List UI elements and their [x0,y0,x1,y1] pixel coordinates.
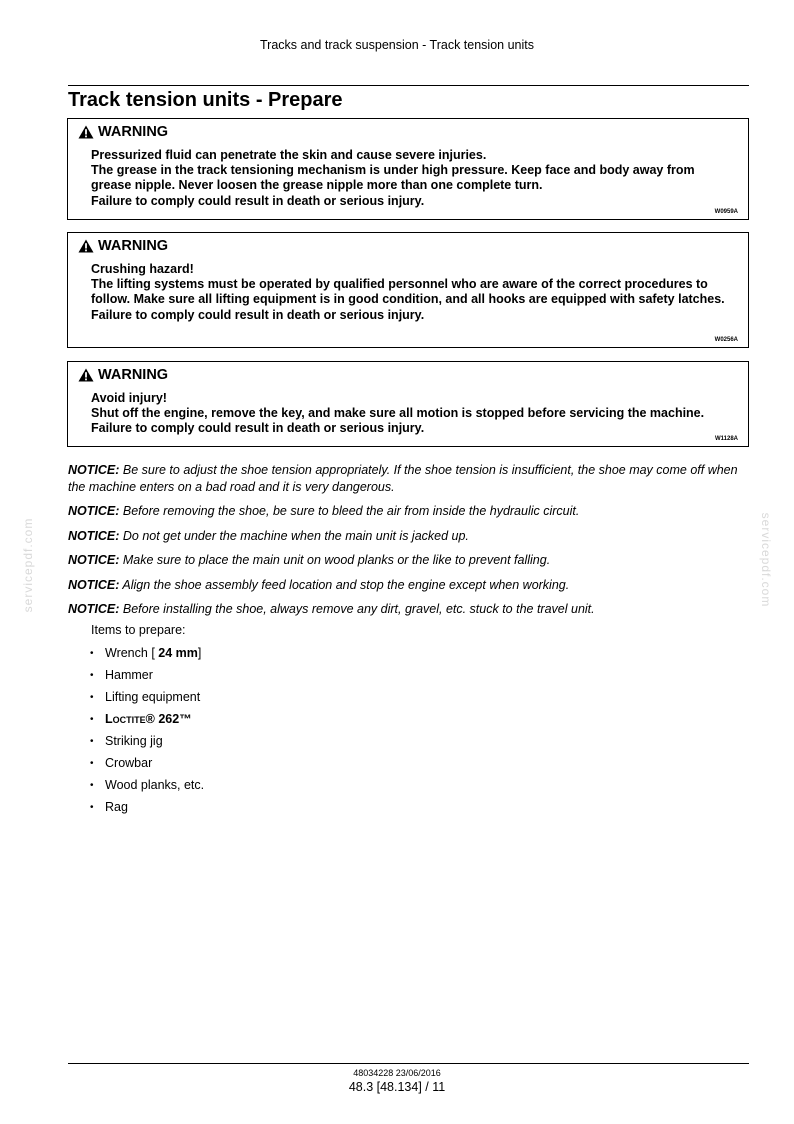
bullet: • [90,713,94,725]
item-text: Loctite® 262™ [105,712,192,726]
warning-heading [78,367,168,383]
warning-line: Failure to comply could result in death or serious injury. [91,307,425,322]
notice-text: Be sure to adjust the shoe tension appropriately. If the shoe tension is insufficient, the shoe may come off when the machine enters on a bad road and it is very dangerous. [68,463,738,494]
warning-heading [78,124,168,140]
notice-text: Make sure to place the main unit on wood planks or the like to prevent falling. [119,553,551,567]
notice-text: Before installing the shoe, always remove any dirt, gravel, etc. stuck to the travel unit. [119,602,595,616]
list-item-lifting-equipment [90,686,204,708]
footer-page-number: 48.3 [48.134] / 11 [348,1080,446,1094]
bullet: • [90,669,94,681]
item-text: Striking jig [105,734,163,748]
notice-jacked-up [68,528,758,545]
notice-text: Do not get under the machine when the main unit is jacked up. [119,529,469,543]
items-list [90,642,204,818]
warning-line: Shut off the engine, remove the key, and make sure all motion is stopped before servicing the machine. [91,406,705,421]
bullet: • [90,757,94,769]
notice-label: NOTICE: [68,553,120,567]
list-item-striking-jig [90,730,204,752]
warning-box-pressurized-fluid [67,118,749,220]
list-item-rag [90,796,204,818]
warning-label: WARNING [98,238,169,254]
warning-triangle-icon [78,125,94,139]
warning-line: Failure to comply could result in death or serious injury. [91,421,425,436]
warning-triangle-icon [78,368,94,382]
items-to-prepare-label: Items to prepare: [91,623,186,637]
page-title: Track tension units - Prepare [68,89,343,111]
list-item-wrench [90,642,204,664]
running-header: Tracks and track suspension - Track tension units [260,38,534,52]
wrench-size: 24 mm [158,646,198,660]
item-text: Lifting equipment [105,690,201,704]
notice-label: NOTICE: [68,529,120,543]
title-divider [68,85,749,86]
notice-bleed-air [68,503,758,520]
item-text: Rag [105,800,128,814]
warning-triangle-icon [78,239,94,253]
warning-text [91,148,731,209]
warning-line: Pressurized fluid can penetrate the skin and cause severe injuries. [91,148,487,162]
list-item-crowbar [90,752,204,774]
warning-code: W1128A [714,436,738,442]
footer-doc-reference: 48034228 23/06/2016 [353,1068,441,1078]
notice-wood-planks [68,552,758,569]
list-item-wood-planks [90,774,204,796]
notice-label: NOTICE: [68,578,120,592]
notice-label: NOTICE: [68,463,120,477]
warning-label: WARNING [98,367,169,383]
warning-text [91,391,731,437]
notice-align-shoe [68,577,758,594]
warning-line: Crushing hazard! [91,262,194,276]
item-text: Wrench [ 24 mm] [105,646,202,660]
bullet: • [90,647,94,659]
warning-line: The lifting systems must be operated by qualified personnel who are aware of the correct procedures to follow. Make sure all lifting equipment is in good condition, and all hooks are equipped with safety latches. [91,277,725,307]
item-text: Hammer [105,668,153,682]
warning-code: W0959A [714,209,738,215]
notice-remove-dirt [68,601,758,618]
notice-label: NOTICE: [68,602,120,616]
warning-box-crushing-hazard [67,232,749,348]
item-text: Crowbar [105,756,153,770]
item-text: Wood planks, etc. [105,778,205,792]
warning-line: Avoid injury! [91,391,167,405]
bullet: • [90,691,94,703]
bullet: • [90,735,94,747]
notice-label: NOTICE: [68,504,120,518]
watermark-right: servicepdf.com [759,512,773,608]
warning-heading [78,238,168,254]
notice-shoe-tension [68,462,758,496]
warning-line: Failure to comply could result in death or serious injury. [91,193,425,208]
warning-text [91,262,731,323]
notice-text: Align the shoe assembly feed location and stop the engine except when working. [119,578,570,592]
footer-divider [68,1063,749,1064]
warning-label: WARNING [98,124,169,140]
list-item-loctite [90,708,204,730]
bullet: • [90,801,94,813]
list-item-hammer [90,664,204,686]
warning-line: The grease in the track tensioning mechanism is under high pressure. Keep face and body away from grease nipple. Never loosen the grease nipple more than one complete turn. [91,163,695,193]
bullet: • [90,779,94,791]
warning-box-avoid-injury [67,361,749,447]
watermark-left: servicepdf.com [21,517,35,613]
notice-text: Before removing the shoe, be sure to bleed the air from inside the hydraulic circuit. [119,504,580,518]
warning-code: W0256A [714,337,738,343]
